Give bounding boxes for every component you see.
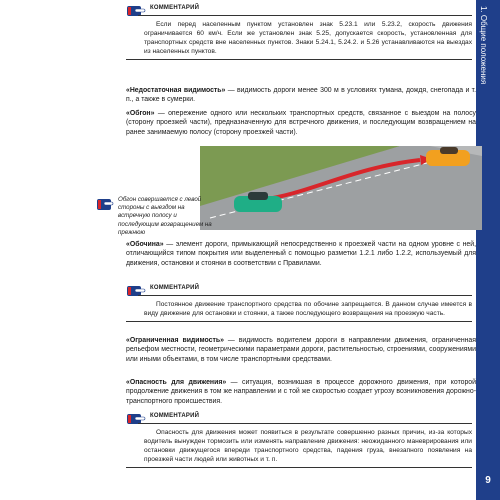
comment-box	[126, 284, 472, 322]
divider	[138, 423, 472, 424]
definition-shoulder	[126, 240, 476, 268]
term: «Обгон»	[126, 110, 155, 117]
definition-text: — ситуация, возникшая в процессе дорожного движения, при которой продолжение движения в том же направлении и с той же скоростью создает угрозу возникновения дорожно-транспортного происшествия.	[126, 379, 476, 405]
comment-box	[126, 4, 472, 60]
term: «Обочина»	[126, 241, 164, 248]
definition-insufficient-visibility	[126, 86, 476, 105]
comment-header	[126, 284, 472, 298]
definition-text: — видимость дороги менее 300 м в условиях тумана, дождя, снегопада и т. п., а также в сумерки.	[126, 87, 476, 104]
comment-label: КОММЕНТАРИЙ	[150, 413, 200, 419]
comment-paragraph: Если перед населенным пунктом установлен знак 5.23.1 или 5.23.2, скорость движения ограничивается 60 км/ч. Если же установлен знак 5.25, допускается скорость, установленная для транспортных средств вне населенных пунктов. Знаки 5.24.1, 5.24.2. и 5.26 устанавливаются на выездах из населенных пунктов.	[144, 21, 472, 56]
comment-text	[126, 428, 472, 468]
term: «Ограниченная видимость»	[126, 337, 224, 344]
definition-limited-visibility	[126, 336, 476, 364]
comment-text	[126, 20, 472, 60]
comment-header	[126, 4, 472, 18]
term: «Опасность для движения»	[126, 379, 227, 386]
definition-text: — опережение одного или нескольких транспортных средств, связанное с выездом на полосу (сторону проезжей части), предназначенную для встречного движения, и последующим возвращением на ранее занимаемую полосу (сторону проезжей части).	[126, 110, 476, 136]
page-number: 9	[485, 475, 491, 486]
divider	[138, 295, 472, 296]
chapter-sidebar	[476, 0, 500, 500]
comment-box	[126, 412, 472, 468]
overtaking-illustration	[200, 146, 482, 230]
pointing-hand-icon	[96, 196, 114, 214]
definition-text: — элемент дороги, примыкающий непосредственно к проезжей части на одном уровне с ней, отличающийся типом покрытия или выделенный с помощью разметки 1.2.1 либо 1.2.2, используемый для движения, остановки и стоянки в соответствии с Правилами.	[126, 241, 476, 267]
definition-overtaking	[126, 109, 476, 137]
comment-paragraph: Постоянное движение транспортного средства по обочине запрещается. В данном случае имеется в виду движение для остановки и стоянки, а также последующего возвращения на проезжую часть.	[144, 301, 472, 318]
comment-label: КОММЕНТАРИЙ	[150, 5, 200, 11]
divider	[138, 15, 472, 16]
definition-danger	[126, 378, 476, 406]
chapter-title: 1. Общие положения	[479, 6, 488, 85]
comment-label: КОММЕНТАРИЙ	[150, 285, 200, 291]
comment-text	[126, 300, 472, 322]
definition-text: — видимость водителем дороги в направлении движения, ограниченная рельефом местности, геометрическими параметрами дороги, растительностью, строениями, сооружениями или иными объектами, в том числе транспортными средствами.	[126, 337, 476, 363]
comment-header	[126, 412, 472, 426]
side-note-text: Обгон совершается с левой стороны с выездом на встречную полосу и последующим возвращением на прежнюю	[118, 196, 212, 236]
term: «Недостаточная видимость»	[126, 87, 226, 94]
comment-paragraph: Опасность для движения может появиться в результате совершенно разных причин, из-за которых водитель вынужден тормозить или изменять направление движения: неожиданного маневрирования или остановки движущегося впереди транспортного средства, падения груза, внезапного появления на проезжей части людей или животных и т. п.	[144, 429, 472, 464]
